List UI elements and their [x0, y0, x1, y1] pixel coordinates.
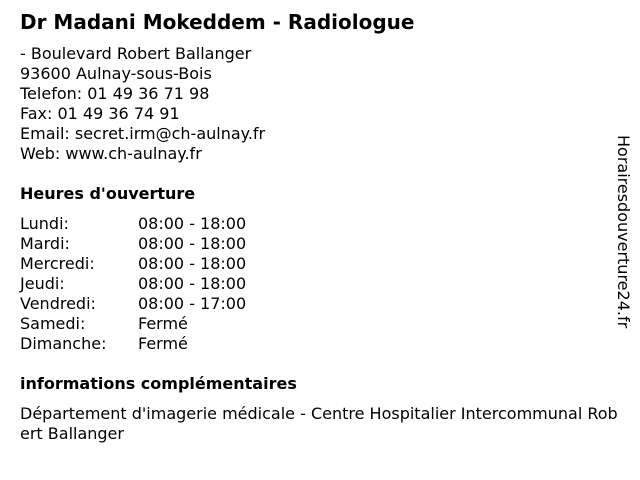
- site-watermark: Horairesdouverture24.fr: [614, 135, 633, 329]
- email-address: Email: secret.irm@ch-aulnay.fr: [20, 124, 266, 143]
- hours-row-jeudi: [20, 274, 280, 294]
- opening-hours-heading: Heures d'ouverture: [20, 184, 196, 203]
- hours-row-mercredi: [20, 254, 280, 274]
- day-label: Mercredi:: [20, 254, 95, 273]
- time-value: 08:00 - 18:00: [138, 214, 247, 233]
- phone-number: Telefon: 01 49 36 71 98: [20, 84, 210, 103]
- additional-info-heading: informations complémentaires: [20, 374, 297, 393]
- day-label: Samedi:: [20, 314, 86, 333]
- additional-info-text: Département d'imagerie médicale - Centre Hospitalier Intercommunal Robert Ballanger: [20, 404, 618, 443]
- time-value: Fermé: [138, 314, 188, 333]
- time-value: 08:00 - 17:00: [138, 294, 247, 313]
- opening-hours-list: [20, 214, 280, 354]
- contact-block: [20, 44, 265, 164]
- day-label: Dimanche:: [20, 334, 107, 353]
- page-title: Dr Madani Mokeddem - Radiologue: [20, 10, 415, 34]
- day-label: Lundi:: [20, 214, 69, 233]
- day-label: Jeudi:: [20, 274, 65, 293]
- time-value: Fermé: [138, 334, 188, 353]
- address-street: - Boulevard Robert Ballanger: [20, 44, 252, 63]
- time-value: 08:00 - 18:00: [138, 254, 247, 273]
- time-value: 08:00 - 18:00: [138, 234, 247, 253]
- hours-row-vendredi: [20, 294, 280, 314]
- hours-row-dimanche: [20, 334, 280, 354]
- address-city: 93600 Aulnay-sous-Bois: [20, 64, 212, 83]
- time-value: 08:00 - 18:00: [138, 274, 247, 293]
- hours-row-samedi: [20, 314, 280, 334]
- fax-number: Fax: 01 49 36 74 91: [20, 104, 180, 123]
- hours-row-lundi: [20, 214, 280, 234]
- day-label: Mardi:: [20, 234, 70, 253]
- hours-row-mardi: [20, 234, 280, 254]
- website: Web: www.ch-aulnay.fr: [20, 144, 202, 163]
- day-label: Vendredi:: [20, 294, 96, 313]
